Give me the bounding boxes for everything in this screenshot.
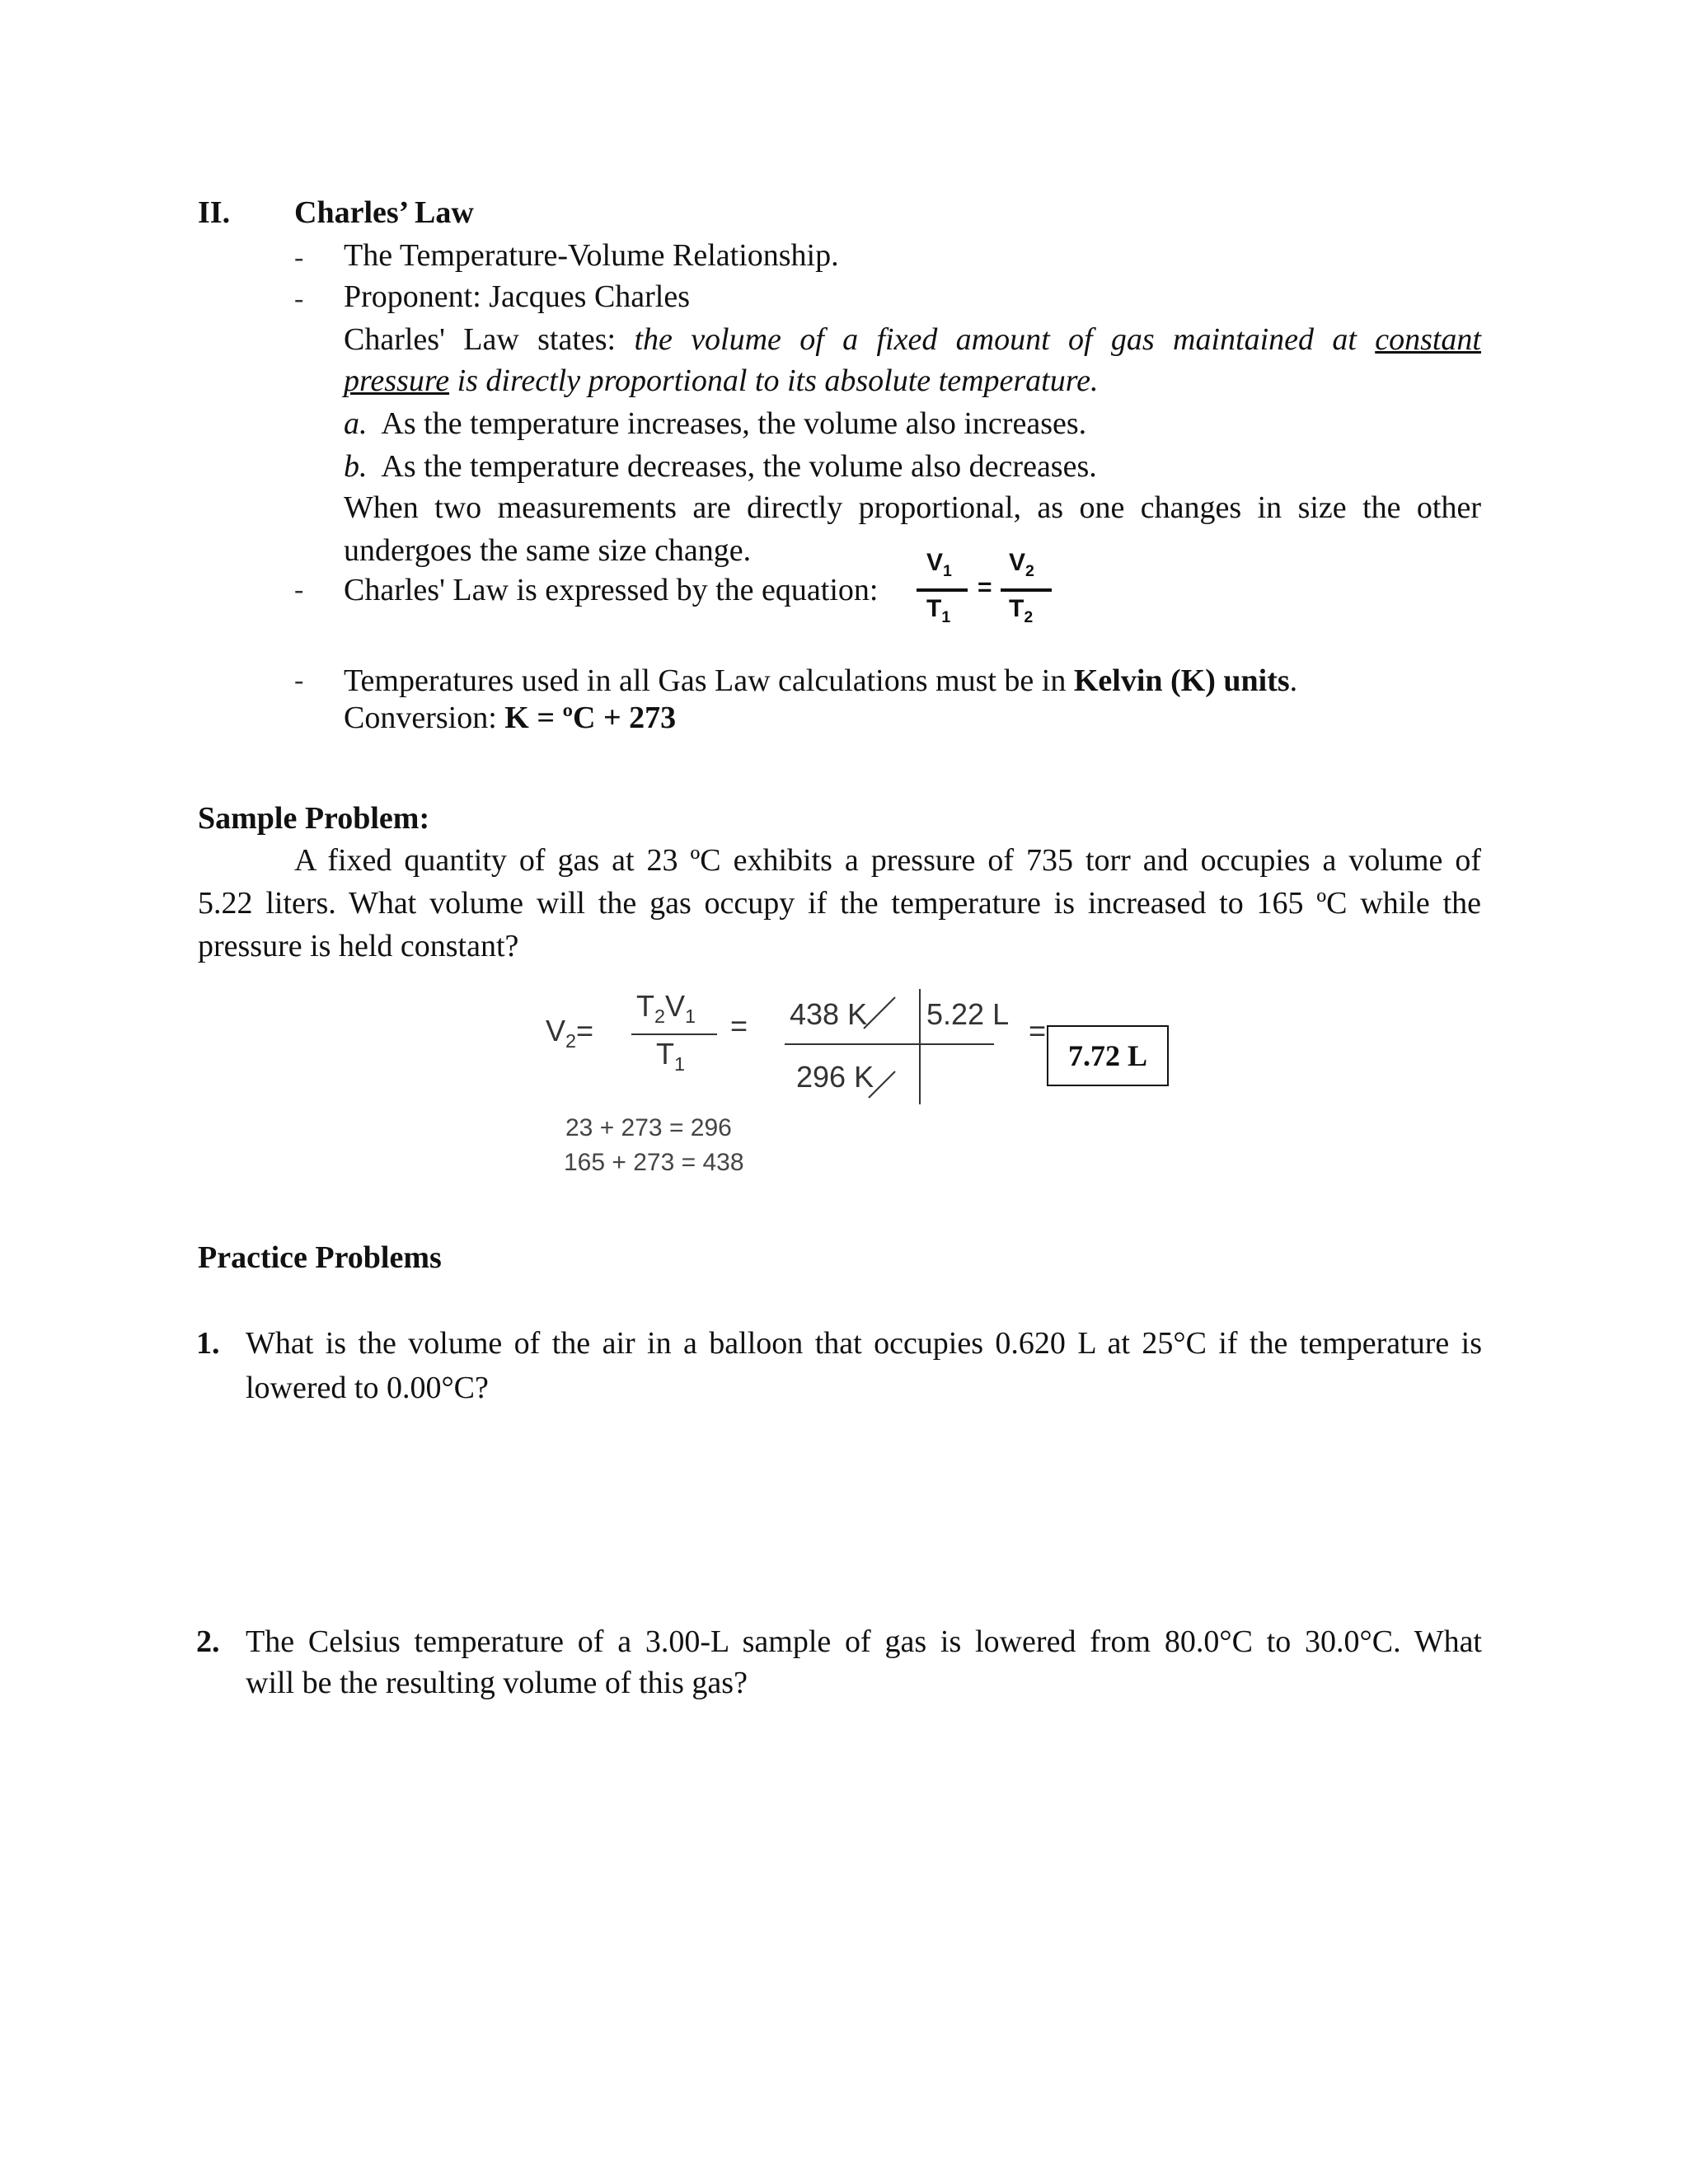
sample-line1: A fixed quantity of gas at 23 ºC exhibits a pressure of 735 torr and occupies a volume of	[294, 843, 1481, 878]
conversion-23: 23 + 273 = 296	[565, 1114, 732, 1141]
law-statement-line2: pressure is directly proportional to its absolute temperature.	[344, 363, 1099, 398]
equation-v1: $V_1$	[926, 549, 952, 580]
bullet-dash: -	[294, 665, 304, 696]
question-1-line2: lowered to 0.00°C?	[246, 1371, 489, 1405]
result-equals: =	[1029, 1014, 1047, 1047]
equation-t2: $T_2$	[1009, 595, 1034, 626]
equation-text: Charles' Law is expressed by the equation:	[344, 573, 879, 607]
factor-bottom-left: 296 K	[796, 1060, 874, 1094]
section-number: II.	[198, 195, 231, 230]
sample-line2: 5.22 liters. What volume will the gas occupy if the temperature is increased to 165 ºC while the	[198, 886, 1481, 921]
proportional-line2: undergoes the same size change.	[344, 533, 752, 568]
question-2-line2: will be the resulting volume of this gas?	[246, 1666, 748, 1700]
factor-top-left: 438 K	[790, 997, 868, 1031]
charles-law-equation	[915, 549, 1059, 640]
proportional-line1: When two measurements are directly proportional, as one changes in size the other	[344, 490, 1481, 525]
bullet-dash: -	[294, 284, 304, 314]
solution-numerator: $T_2V_1$	[636, 989, 696, 1028]
point-a: a. As the temperature increases, the volume also increases.	[344, 406, 1087, 441]
solution-denominator: $T_1$	[656, 1037, 686, 1076]
conversion-165: 165 + 273 = 438	[564, 1149, 744, 1176]
equation-t1: $T_1$	[926, 595, 951, 626]
solution-fraction-bar	[631, 1033, 717, 1035]
sample-solution	[544, 989, 1187, 1187]
conversion-line: Conversion: K = ºC + 273	[344, 701, 677, 735]
bullet-dash: -	[294, 242, 304, 273]
section-title: Charles’ Law	[294, 195, 474, 230]
factor-vertical-line	[919, 989, 921, 1104]
factor-top-right: 5.22 L	[926, 997, 1010, 1031]
practice-heading: Practice Problems	[198, 1240, 442, 1275]
sample-heading: Sample Problem:	[198, 801, 430, 836]
sample-line3: pressure is held constant?	[198, 929, 519, 963]
proponent-text: Proponent: Jacques Charles	[344, 279, 691, 314]
cancel-marks	[857, 992, 907, 1116]
question-number-2: 2.	[196, 1624, 220, 1659]
relationship-text: The Temperature-Volume Relationship.	[344, 238, 839, 273]
result-box	[1047, 1025, 1169, 1086]
kelvin-rule: Temperatures used in all Gas Law calculations must be in Kelvin (K) units.	[344, 663, 1298, 698]
bullet-dash: -	[294, 574, 304, 605]
law-statement-line1: Charles' Law states: the volume of a fixed amount of gas maintained at constant	[344, 322, 1481, 357]
fraction-bar-left	[917, 588, 968, 592]
equation-v2: $V_2$	[1009, 549, 1034, 580]
equation-equals: =	[978, 574, 992, 601]
point-b: b. As the temperature decreases, the volume also decreases.	[344, 449, 1097, 484]
solution-equals: =	[730, 1009, 748, 1043]
question-2-line1: The Celsius temperature of a 3.00-L sample of gas is lowered from 80.0°C to 30.0°C. What	[246, 1624, 1482, 1659]
fraction-bar-right	[1001, 588, 1052, 592]
question-number-1: 1.	[196, 1326, 220, 1361]
result-value: 7.72 L	[1067, 1039, 1147, 1072]
solution-lhs: $V_2=$	[546, 1014, 594, 1052]
question-1-line1: What is the volume of the air in a balloon that occupies 0.620 L at 25°C if the temperature is	[246, 1326, 1482, 1361]
